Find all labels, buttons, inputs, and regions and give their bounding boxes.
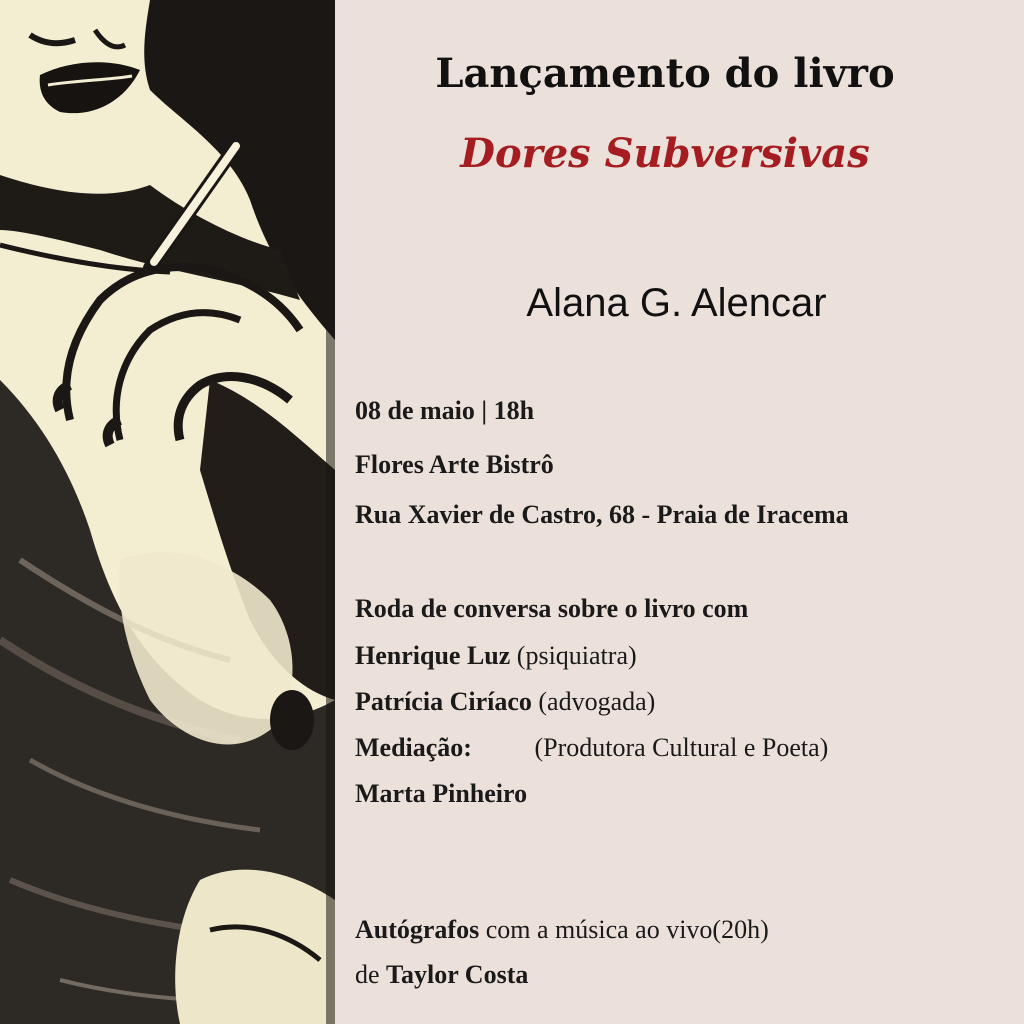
event-date-time: 08 de maio | 18h bbox=[355, 396, 535, 425]
charcoal-woman-smoking-illustration bbox=[0, 0, 335, 1024]
guest-patricia bbox=[355, 687, 655, 717]
book-title: Dores Subversivas bbox=[460, 130, 870, 177]
author-name: Alana G. Alencar bbox=[526, 281, 827, 325]
music-prefix: de bbox=[355, 960, 387, 989]
guest-role: (psiquiatra) bbox=[516, 641, 637, 670]
event-address: Rua Xavier de Castro, 68 - Praia de Iracema bbox=[355, 500, 849, 529]
guest-role: (advogada) bbox=[538, 687, 656, 716]
autographs-label: Autógrafos bbox=[355, 915, 480, 944]
mediation-row bbox=[355, 733, 828, 763]
mediation-label: Mediação: bbox=[355, 733, 472, 762]
autographs-row bbox=[355, 915, 769, 945]
musician-name: Taylor Costa bbox=[386, 960, 529, 989]
autographs-text: com a música ao vivo(20h) bbox=[479, 915, 769, 944]
music-row bbox=[355, 960, 528, 990]
mediator-name: Marta Pinheiro bbox=[355, 779, 528, 808]
guest-name: Henrique Luz bbox=[355, 641, 511, 670]
event-details bbox=[335, 0, 1024, 1024]
mediator-role: (Produtora Cultural e Poeta) bbox=[534, 733, 829, 762]
poster-title: Lançamento do livro bbox=[435, 50, 895, 97]
event-venue: Flores Arte Bistrô bbox=[355, 450, 554, 479]
guest-name: Patrícia Ciríaco bbox=[355, 687, 532, 716]
talk-intro: Roda de conversa sobre o livro com bbox=[355, 594, 749, 623]
guest-henrique bbox=[355, 641, 637, 671]
